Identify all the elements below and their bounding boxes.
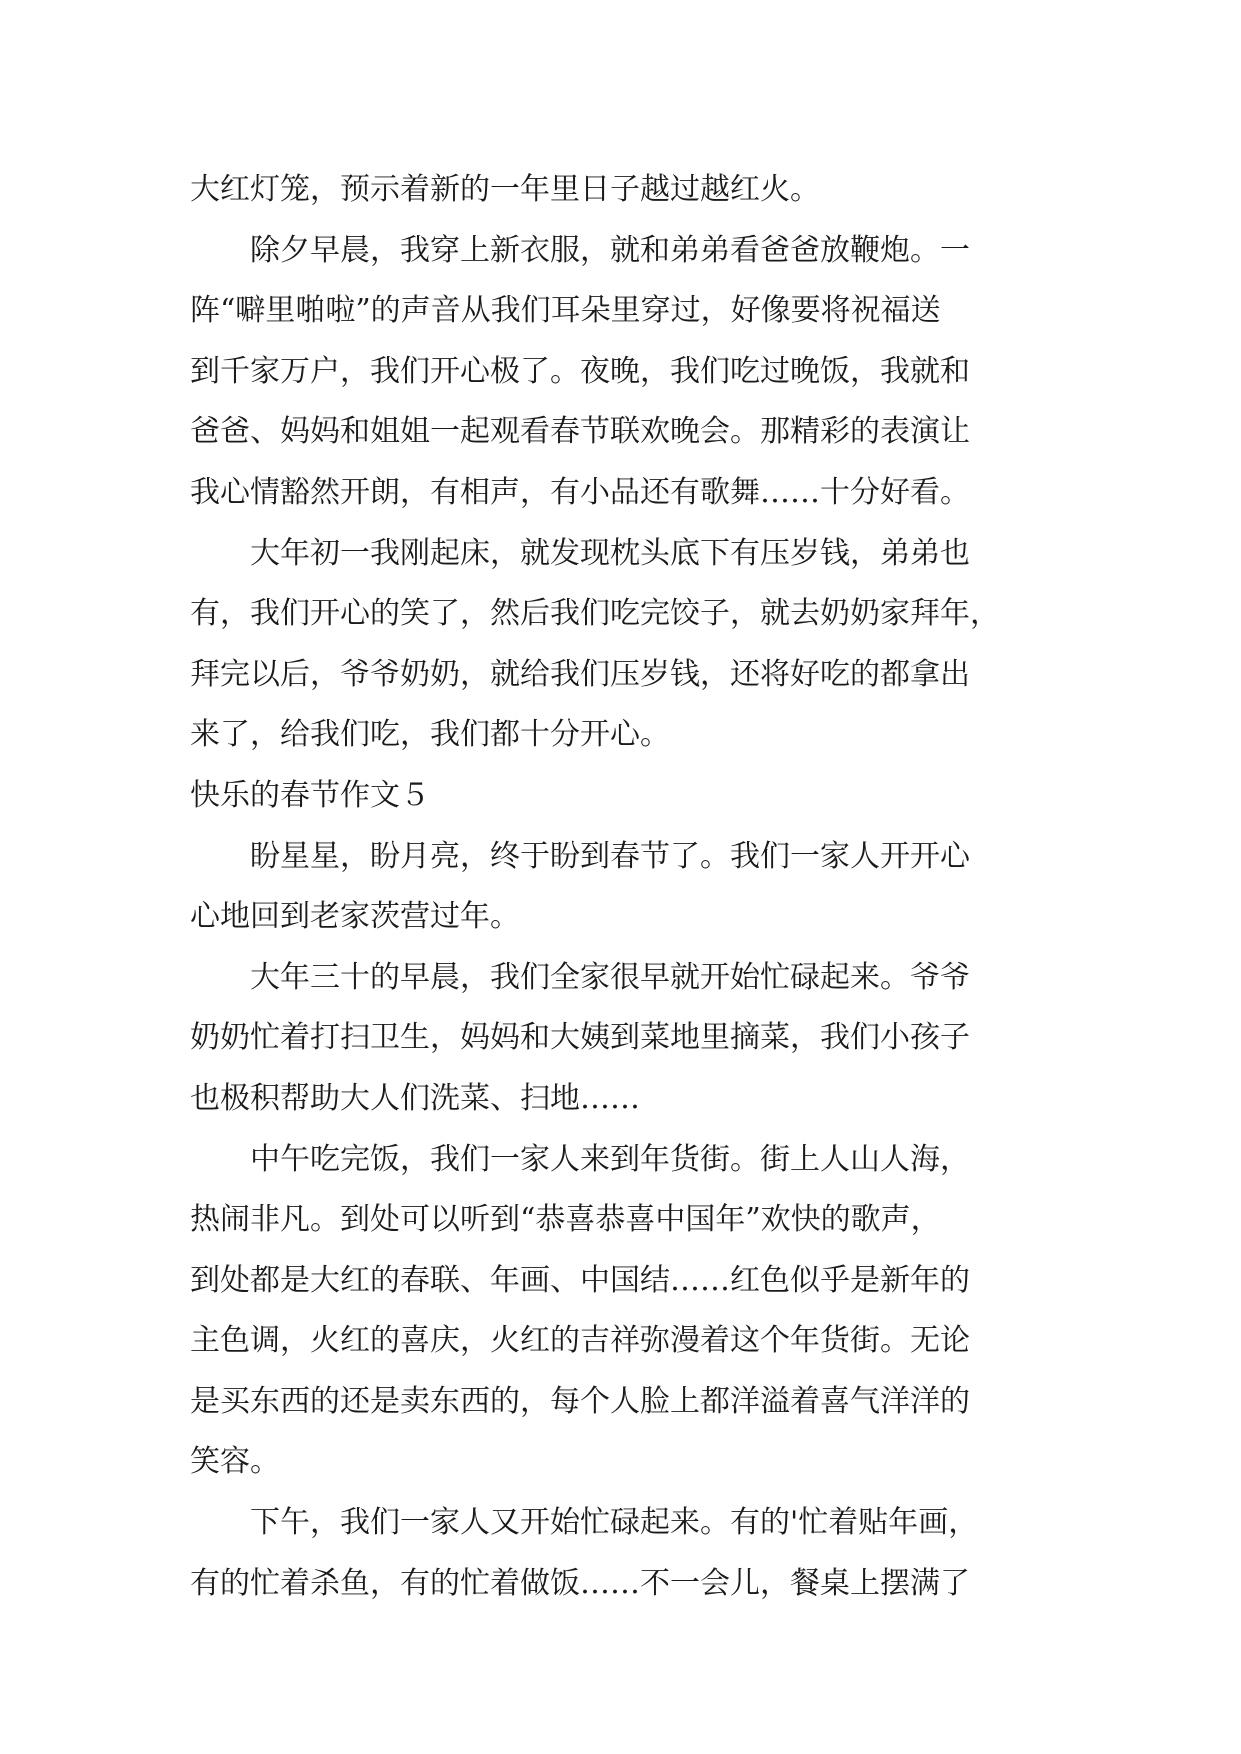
text-line: 奶奶忙着打扫卫生，妈妈和大姨到菜地里摘菜，我们小孩子: [190, 1020, 970, 1056]
paragraph-start-line: 大年初一我刚起床，就发现枕头底下有压岁钱，弟弟也: [250, 535, 970, 571]
essay-text: [190, 160, 1070, 1614]
paragraph-start-line: 大年三十的早晨，我们全家很早就开始忙碌起来。爷爷: [250, 959, 970, 995]
text-line: 爸爸、妈妈和姐姐一起观看春节联欢晚会。那精彩的表演让: [190, 414, 970, 450]
text-line: 拜完以后，爷爷奶奶，就给我们压岁钱，还将好吃的都拿出: [190, 656, 970, 692]
text-line: 主色调，火红的喜庆，火红的吉祥弥漫着这个年货街。无论: [190, 1323, 970, 1359]
text-line: 来了，给我们吃，我们都十分开心。: [190, 717, 670, 753]
text-line: 到处都是大红的春联、年画、中国结……红色似乎是新年的: [190, 1262, 970, 1298]
text-line: 大红灯笼，预示着新的一年里日子越过越红火。: [190, 172, 820, 207]
paragraph-start-line: 盼星星，盼月亮，终于盼到春节了。我们一家人开开心: [250, 838, 970, 874]
text-line: 到千家万户，我们开心极了。夜晚，我们吃过晚饭，我就和: [190, 353, 970, 389]
section-heading: 快乐的春节作文５: [190, 777, 430, 813]
text-line: 也极积帮助大人们洗菜、扫地……: [190, 1080, 640, 1116]
text-line: 热闹非凡。到处可以听到“恭喜恭喜中国年”欢快的歌声，: [190, 1202, 941, 1238]
text-line: 阵“噼里啪啦”的声音从我们耳朵里穿过，好像要将祝福送: [190, 293, 941, 329]
text-line: 笑容。: [190, 1444, 280, 1480]
text-line: 有的忙着杀鱼，有的忙着做饭……不一会儿，餐桌上摆满了: [190, 1565, 970, 1601]
text-line: 心地回到老家茨营过年。: [190, 899, 520, 935]
paragraph-start-line: 除夕早晨，我穿上新衣服，就和弟弟看爸爸放鞭炮。一: [250, 232, 970, 268]
text-line: 有，我们开心的笑了，然后我们吃完饺子，就去奶奶家拜年，: [190, 596, 1000, 632]
text-line: 我心情豁然开朗，有相声，有小品还有歌舞……十分好看。: [190, 474, 970, 510]
text-line: 是买东西的还是卖东西的，每个人脸上都洋溢着喜气洋洋的: [190, 1383, 970, 1419]
paragraph-start-line: 下午，我们一家人又开始忙碌起来。有的'忙着贴年画，: [250, 1505, 979, 1541]
paragraph-start-line: 中午吃完饭，我们一家人来到年货街。街上人山人海，: [250, 1141, 970, 1177]
